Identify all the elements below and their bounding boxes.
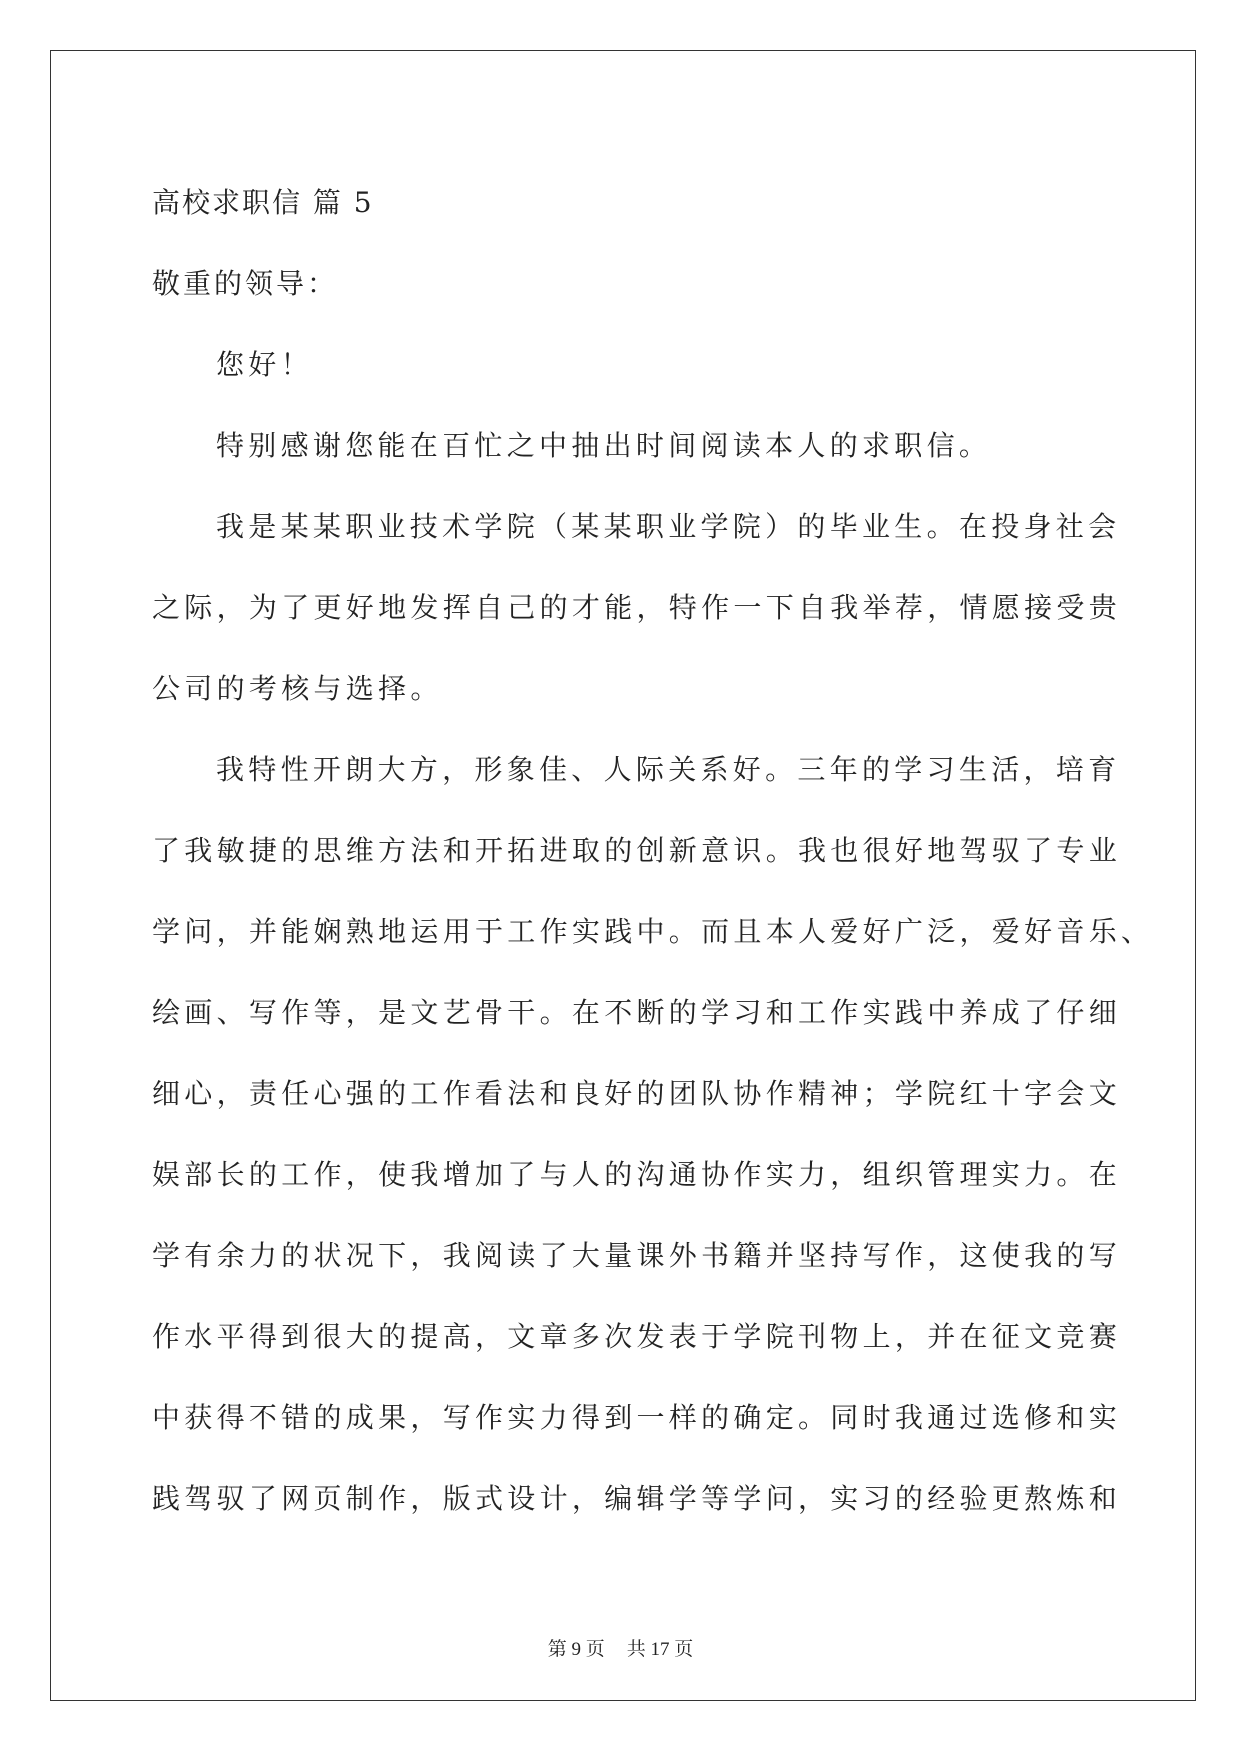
letter-paragraphs <box>152 405 1154 1539</box>
letter-body <box>152 162 1154 1539</box>
text-line: 绘画、写作等，是文艺骨干。在不断的学习和工作实践中养成了仔细 <box>152 996 1122 1029</box>
text-line: 我是某某职业技术学院（某某职业学院）的毕业生。在投身社会 <box>216 510 1121 543</box>
text-line: 细心，责任心强的工作看法和良好的团队协作精神；学院红十字会文 <box>152 1077 1122 1110</box>
text-line: 学问，并能娴熟地运用于工作实践中。而且本人爱好广泛，爱好音乐、 <box>152 915 1154 948</box>
text-line: 践驾驭了网页制作，版式设计，编辑学等学问，实习的经验更熬炼和 <box>152 1482 1122 1515</box>
text-line: 公司的考核与选择。 <box>152 672 443 705</box>
letter-title: 高校求职信 篇 5 <box>152 186 374 219</box>
text-line: 作水平得到很大的提高，文章多次发表于学院刊物上，并在征文竞赛 <box>152 1320 1122 1353</box>
text-line: 娱部长的工作，使我增加了与人的沟通协作实力，组织管理实力。在 <box>152 1158 1122 1191</box>
page-number-current: 第 9 页 <box>547 1639 605 1660</box>
text-line: 我特性开朗大方，形象佳、人际关系好。三年的学习生活，培育 <box>216 753 1121 786</box>
page-footer <box>0 1634 1241 1661</box>
text-line: 之际，为了更好地发挥自己的才能，特作一下自我举荐，情愿接受贵 <box>152 591 1122 624</box>
page-number-total: 共 17 页 <box>626 1639 694 1660</box>
text-line: 了我敏捷的思维方法和开拓进取的创新意识。我也很好地驾驭了专业 <box>152 834 1122 867</box>
letter-greeting: 您好！ <box>216 348 313 381</box>
text-line: 学有余力的状况下，我阅读了大量课外书籍并坚持写作，这使我的写 <box>152 1239 1122 1272</box>
text-line: 特别感谢您能在百忙之中抽出时间阅读本人的求职信。 <box>216 429 992 462</box>
text-line: 中获得不错的成果，写作实力得到一样的确定。同时我通过选修和实 <box>152 1401 1122 1434</box>
letter-salutation: 敬重的领导： <box>152 267 339 300</box>
